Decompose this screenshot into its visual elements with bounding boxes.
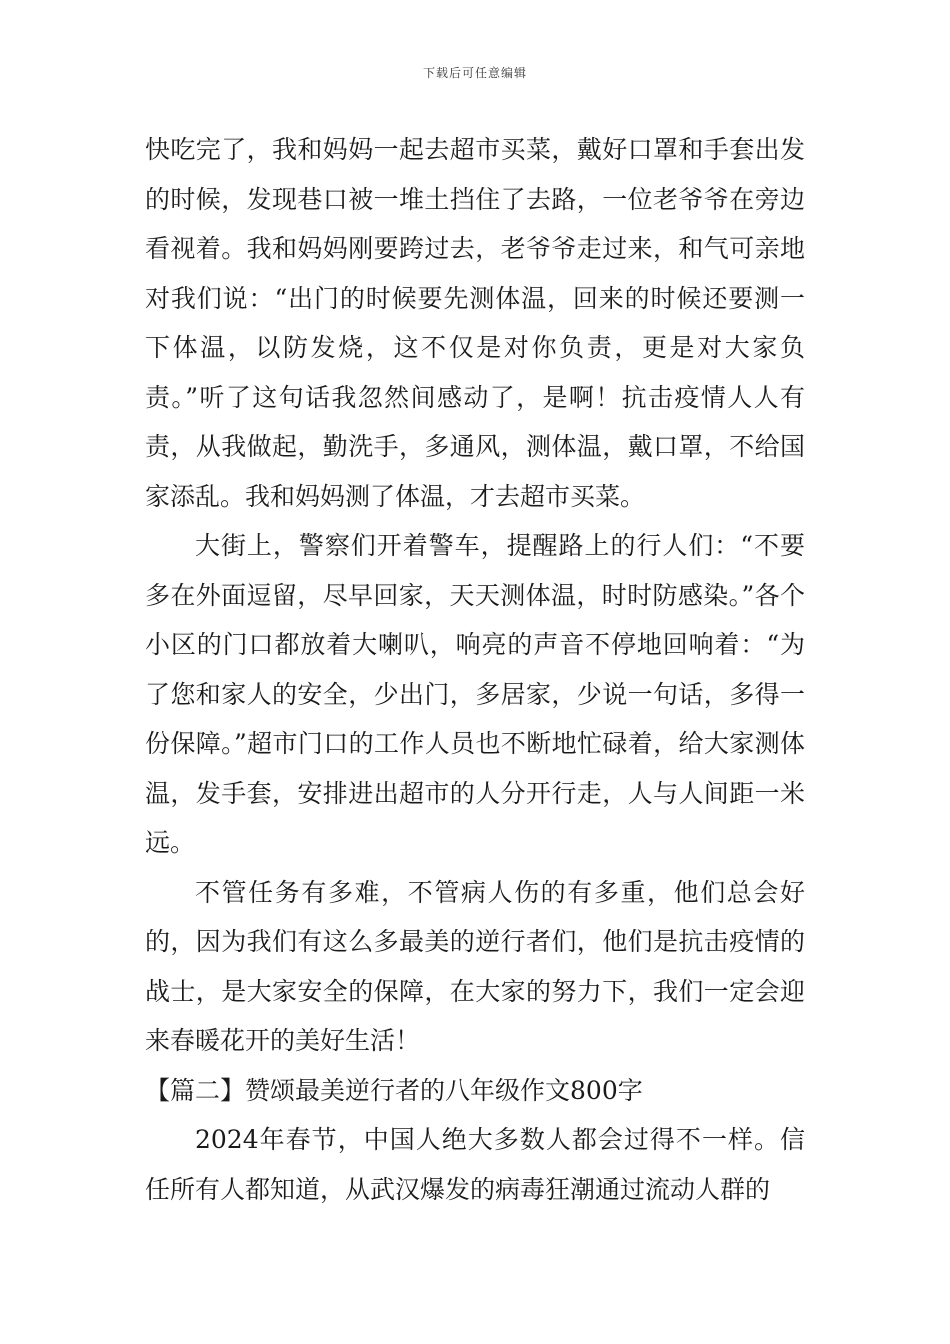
section-heading: 【篇二】赞颂最美逆行者的八年级作文800字: [145, 1075, 643, 1105]
paragraph-section-two: 2024年春节，中国人绝大多数人都会过得不一样。信任所有人都知道，从武汉爆发的病毒狂潮通过流动人群的: [145, 1125, 805, 1204]
document-body: [145, 125, 805, 1214]
paragraph-continued: 快吃完了，我和妈妈一起去超市买菜，戴好口罩和手套出发的时候，发现巷口被一堆土挡住了去路，一位老爷爷在旁边看视着。我和妈妈刚要跨过去，老爷爷走过来，和气可亲地对我们说：“出门的时候要先测体温，回来的时候还要测一下体温，以防发烧，这不仅是对你负责，更是对大家负责。”听了这句话我忽然间感动了，是啊！抗击疫情人人有责，从我做起，勤洗手，多通风，测体温，戴口罩，不给国家添乱。我和妈妈测了体温，才去超市买菜。: [145, 135, 805, 511]
paragraph-street: 大街上，警察们开着警车，提醒路上的行人们：“不要多在外面逗留，尽早回家，天天测体温，时时防感染。”各个小区的门口都放着大喇叭，响亮的声音不停地回响着：“为了您和家人的安全，少出门，多居家，少说一句话，多得一份保障。”超市门口的工作人员也不断地忙碌着，给大家测体温，发手套，安排进出超市的人分开行走，人与人间距一米远。: [145, 531, 805, 857]
page-header-note: 下载后可任意编辑: [422, 66, 527, 80]
paragraph-conclusion: 不管任务有多难，不管病人伤的有多重，他们总会好的，因为我们有这么多最美的逆行者们，他们是抗击疫情的战士，是大家安全的保障，在大家的努力下，我们一定会迎来春暖花开的美好生活！: [145, 877, 805, 1055]
